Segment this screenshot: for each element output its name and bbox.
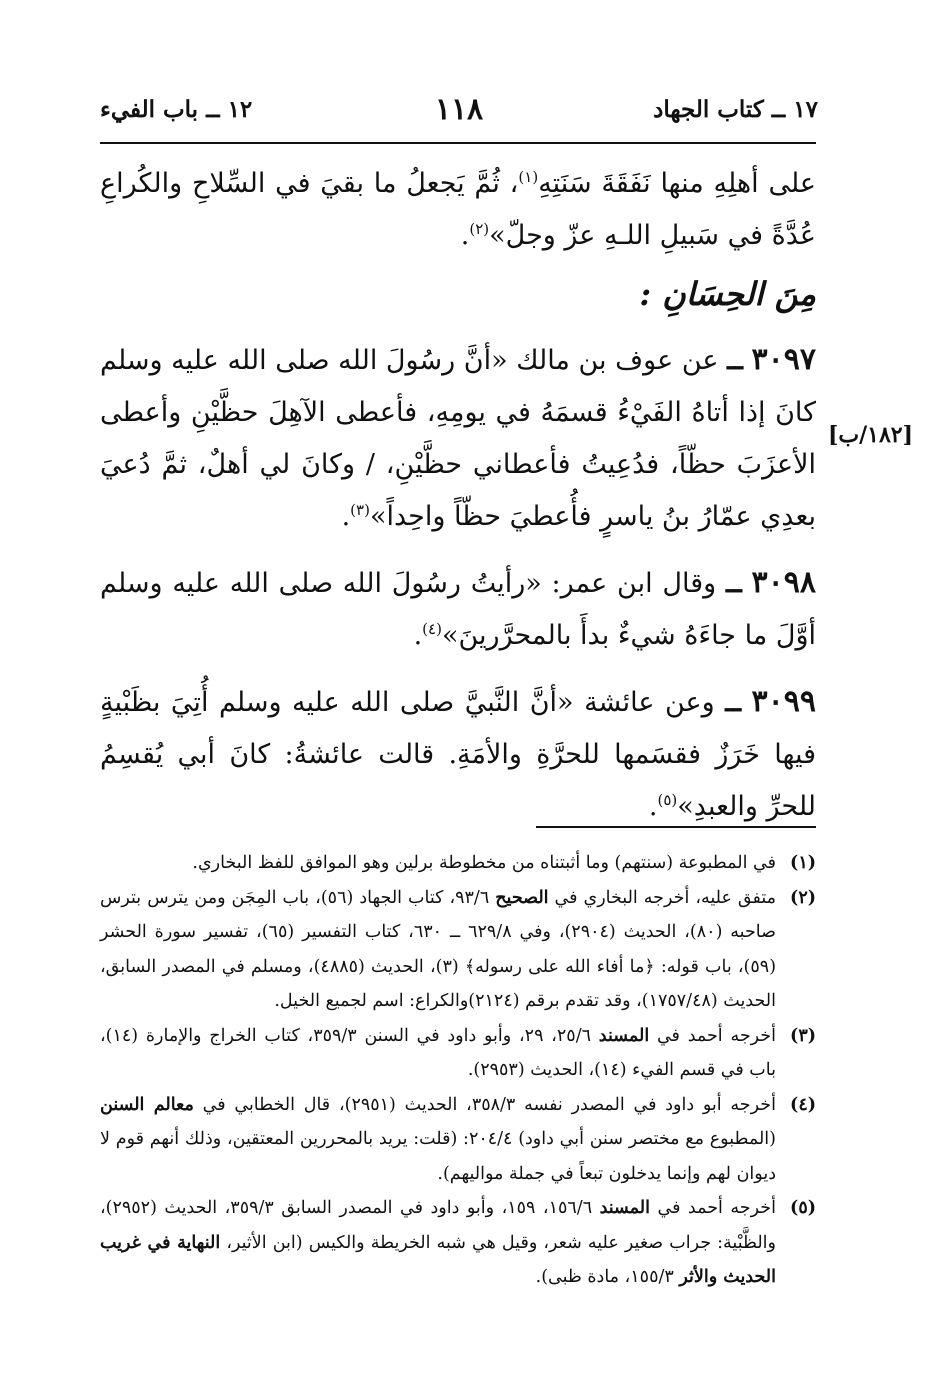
hadith-end: .	[648, 791, 658, 822]
hadith-text: وقال ابن عمر: «رأيتُ رسُولَ الله صلى الله عليه وسلم أوَّلَ ما جاءَهُ شيءٌ بدأَ بالمحرَّرينَ»	[100, 568, 816, 651]
hadith-paragraph	[100, 557, 816, 662]
hadith-dash: ــ	[725, 687, 742, 718]
footnote-ref: (٢)	[469, 220, 490, 238]
footnote-divider	[536, 826, 816, 828]
footnote-number: (١)	[790, 853, 816, 873]
hadith-end: .	[413, 620, 423, 651]
hadith-dash: ــ	[727, 345, 743, 376]
footnote-text-part: ٩٣/٦، كتاب الجهاد (٥٦)، باب المِجَن ومن يترس بترس صاحبه (٨٠)، الحديث (٢٩٠٤)، وفي ٦٢٩/٨ ــ ٦٣٠، كتاب التفسير (٦٥)، تفسير سورة الحشر (٥٩)، باب قوله: ﴿ما أفاء الله على رسوله﴾ (٣)، الحديث (٤٨٨٥)، ومسلم في المصدر السابق، الحديث (١٧٥٧/٤٨)، وقد تقدم برقم (٢١٢٤)والكراع: اسم لجميع الخيل.	[100, 887, 777, 1011]
intro-text: على أهلِهِ منها نَفَقَةَ سَنَتِهِ	[538, 168, 816, 199]
footnote	[100, 1019, 816, 1088]
hadith-paragraph	[100, 676, 816, 833]
footnote-ref: (١)	[518, 168, 539, 186]
header-section: ١٢ ــ باب الفيء	[100, 96, 253, 123]
footnote-number: (٤)	[790, 1094, 816, 1115]
footnote-number: (٢)	[790, 887, 816, 908]
running-header	[100, 92, 818, 134]
header-divider	[100, 142, 816, 144]
source-title: الصحيح	[495, 887, 549, 908]
source-title: معالم السنن	[100, 1094, 194, 1115]
footnote-ref: (٥)	[657, 791, 678, 809]
footnote-text	[100, 1191, 776, 1295]
section-heading: مِنَ الحِسَانِ :	[639, 275, 816, 313]
footnote-text-part: ٢٥/٦، ٢٩، وأبو داود في السنن ٣٥٩/٣، كتاب الخراج والإمارة (١٤)، باب في قسم الفيء (١٤)، الحديث (٢٩٥٣).	[100, 1025, 776, 1080]
manuscript-folio-note: [١٨٢/ب]	[828, 422, 914, 448]
footnote-text-part: ١٥٦/٦، ١٥٩، وأبو داود في المصدر السابق ٣٥٩/٣، الحديث (٢٩٥٢)، والظَّبْية: جراب صغير عليه شعر، وقيل هي شبه الخريطة والكيس (ابن الأثير،	[100, 1198, 776, 1253]
footnote-number: (٥)	[790, 1198, 816, 1218]
footnotes	[100, 846, 816, 1295]
footnote-number: (٣)	[790, 1025, 816, 1046]
source-title: النهاية في غريب الحديث والأثر	[100, 1232, 776, 1287]
hadith-paragraph	[100, 334, 816, 543]
footnote-text-part: أخرجه أبو داود في المصدر نفسه ٣٥٨/٣، الحديث (٢٩٥١)، قال الخطابي في	[202, 1094, 776, 1115]
header-chapter: ١٧ ــ كتاب الجهاد	[653, 96, 818, 123]
footnote-text-part: أخرجه أحمد في	[657, 1198, 776, 1218]
footnote-text-part: ١٥٥/٣، مادة ظبى).	[535, 1267, 674, 1287]
footnote-ref: (٣)	[350, 501, 370, 519]
footnote	[100, 1191, 816, 1295]
hadith-number: ٣٠٩٨	[751, 565, 816, 600]
footnote	[100, 846, 816, 881]
footnote-text	[100, 1088, 776, 1192]
footnote-ref: (٤)	[422, 620, 442, 638]
footnote-text	[100, 1019, 776, 1088]
hadith-text: وعن عائشة «أنَّ النَّبيَّ صلى الله عليه وسلم أُتِيَ بظَبْيةٍ فيها خَرَزٌ فقسَمها للحرَّةِ والأمَةِ. قالت عائشةُ: كانَ أبي يُقسِمُ للحرِّ والعبدِ»	[100, 687, 816, 822]
footnote-text: في المطبوعة (سنتهم) وما أثبتناه من مخطوطة برلين وهو الموافق للفظ البخاري.	[192, 853, 776, 873]
footnote-text	[100, 881, 776, 1019]
hadith-number: ٣٠٩٩	[751, 684, 816, 719]
footnote-text-part: متفق عليه، أخرجه البخاري في	[554, 887, 777, 908]
hadith-text: عن عوف بن مالك «أنَّ رسُولَ الله صلى الله عليه وسلم كانَ إذا أتاهُ الفَيْءُ قسمَهُ في يومِهِ، فأعطى الآهِلَ حظَّيْنِ وأعطى الأعزَبَ حظّاً، فدُعِيتُ فأعطاني حظَّيْنِ، / وكانَ لي أهلٌ، ثمَّ دُعيَ بعدِي عمّارُ بنُ ياسرٍ فأُعطيَ حظّاً واحِداً»	[100, 345, 816, 532]
source-title: المسند	[598, 1025, 650, 1046]
footnote-text-part: أخرجه أحمد في	[656, 1025, 776, 1046]
main-text	[100, 158, 816, 833]
footnote-text-part: (المطبوع مع مختصر سنن أبي داود) ٢٠٤/٤: (قلت: يريد بالمحررين المعتقين، وذلك أنهم قوم لا ديوان لهم وإنما يدخلون تبعاً في جملة مواليهم).	[100, 1129, 776, 1184]
footnote	[100, 1088, 816, 1192]
intro-text-cont: ، ثُمَّ يَجعلُ ما بقيَ في السِّلاحِ والكُراعِ عُدَّةً في سَبيلِ اللـهِ عزّ وجلّ»	[100, 168, 816, 251]
footnote	[100, 881, 816, 1019]
intro-paragraph	[100, 158, 816, 262]
hadith-end: .	[341, 501, 351, 532]
hadith-dash: ــ	[725, 568, 742, 599]
page-number: ١١٨	[434, 92, 484, 127]
hadith-number: ٣٠٩٧	[751, 342, 816, 377]
intro-end: .	[460, 220, 470, 251]
source-title: المسند	[599, 1198, 650, 1218]
